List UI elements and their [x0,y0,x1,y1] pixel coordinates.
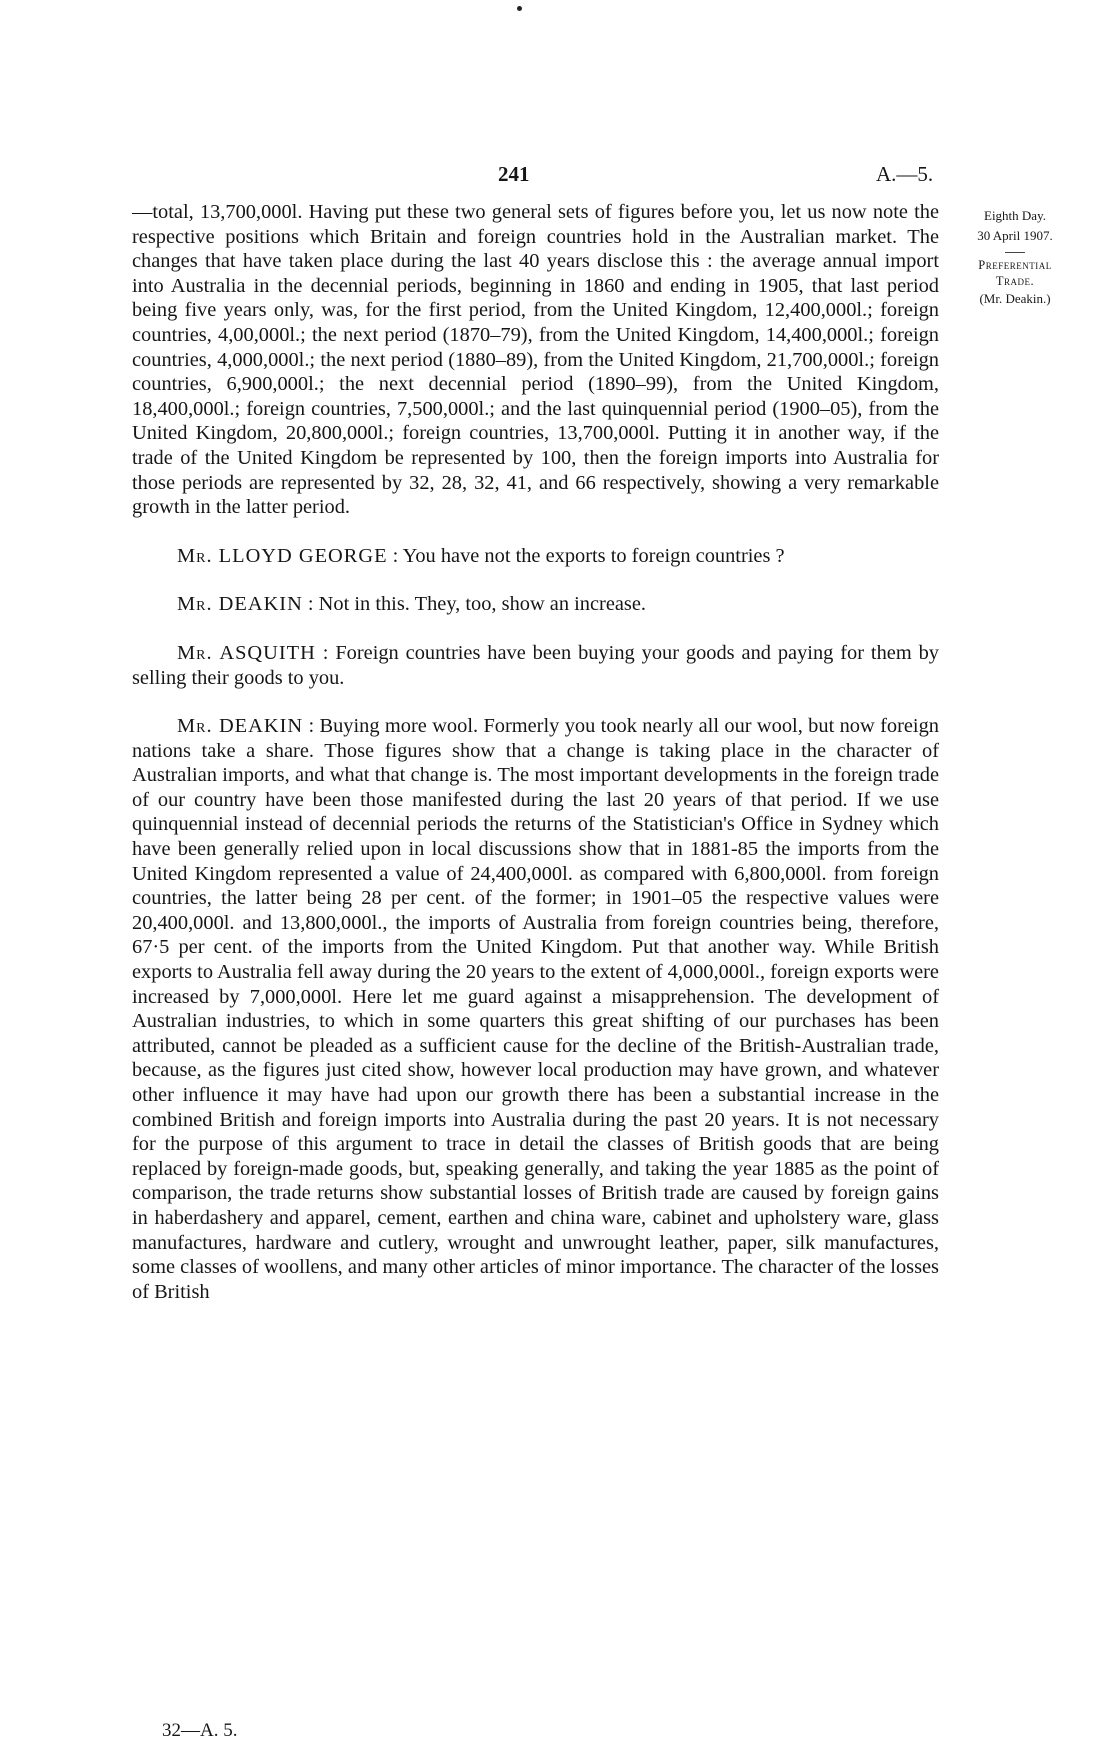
paragraph [132,641,939,690]
body-text [132,200,939,1328]
paragraph [132,714,939,1304]
sidenote-speaker: (Mr. Deakin.) [979,291,1051,306]
paragraph [132,544,939,569]
sidenote-heading-line1: Preferential [978,258,1052,272]
stray-dot-mark [517,6,522,11]
speaker-name: Mr. ASQUITH [177,641,316,664]
paragraph-text: : Not in this. They, too, show an increase. [307,593,647,616]
speaker-name: Mr. DEAKIN [177,593,303,616]
sidenote-heading-line2: Trade. [995,274,1035,288]
paragraph-text: : Foreign countries have been buying your goods and paying for them by selling their goods to you. [132,641,939,689]
sidenote-divider [1005,252,1025,253]
speaker-name: Mr. DEAKIN [177,715,304,738]
page-number: 241 [498,162,530,186]
paragraph [132,200,939,520]
margin-note [950,206,1080,309]
sidenote-day: Eighth Day. [984,208,1046,223]
paragraph [132,592,939,617]
paragraph-text: : Buying more wool. Formerly you took nearly all our wool, but now foreign nations take a share. Those figures show that a change is taking place in the character of Australian imports, and what that change is. The most important developments in the foreign trade of our country have been those manifested during the last 20 years of that period. If we use quinquennial instead of decennial periods the returns of the Statistician's Office in Sydney which have been generally relied upon in local discussions show that in 1881-85 the imports from the United Kingdom represented a value of 24,400,000l. as compared with 6,800,000l. from foreign countries, the latter being 28 per cent. of the former; in 1901–05 the respective values were 20,400,000l. and 13,800,000l., the imports of Australia from foreign countries being, therefore, 67·5 per cent. of the imports from the United Kingdom. Put that another way. While British exports to Australia fell away during the 20 years to the extent of 4,000,000l., foreign exports were increased by 7,000,000l. Here let me guard against a misapprehension. The development of Australian industries, to which in some quarters this great shifting of our purchases has been attributed, cannot be pleaded as a sufficient cause for the decline of the British-Australian trade, because, as the figures just cited show, however local production may have grown, and whatever other influence it may have had upon our growth there has been a substantial increase in the combined British and foreign imports into Australia during the past 20 years. It is not necessary for the purpose of this argument to trace in detail the classes of British goods that are being replaced by foreign-made goods, but, speaking generally, and taking the year 1885 as the point of comparison, the trade returns show substantial losses of British trade are caused by foreign gains in haberdashery and apparel, cement, earthen and china ware, cabinet and upholstery ware, glass manufactures, hardware and cutlery, wrought and unwrought leather, paper, silk manufactures, some classes of woollens, and many other articles of minor importance. The character of the losses of British [132,715,939,1303]
paragraph-text: : You have not the exports to foreign countries ? [392,544,785,567]
paragraph-text: —total, 13,700,000l. Having put these two general sets of figures before you, let us now note the respective positions which Britain and foreign countries hold in the Australian market. The changes that have taken place during the last 40 years disclose this : the average annual import into Australia in the decennial periods, beginning in 1860 and ending in 1905, that last period being five years only, was, for the first period, from the United Kingdom, 12,400,000l.; foreign countries, 4,00,000l.; the next period (1870–79), from the United Kingdom, 14,400,000l.; foreign countries, 4,000,000l.; the next period (1880–89), from the United Kingdom, 21,700,000l.; foreign countries, 6,900,000l.; the next decennial period (1890–99), from the United Kingdom, 18,400,000l.; foreign countries, 7,500,000l.; and the last quinquennial period (1900–05), from the United Kingdom, 20,800,000l.; foreign countries, 13,700,000l. Putting it in another way, if the trade of the United Kingdom be represented by 100, then the foreign imports into Australia for those periods are represented by 32, 28, 32, 41, and 66 respectively, showing a very remarkable growth in the latter period. [132,201,939,519]
sidenote-date: 30 April 1907. [977,228,1053,243]
speaker-name: Mr. LLOYD GEORGE [177,544,388,567]
printer-signature: 32—A. 5. [162,1720,238,1741]
series-code: A.—5. [876,162,934,186]
